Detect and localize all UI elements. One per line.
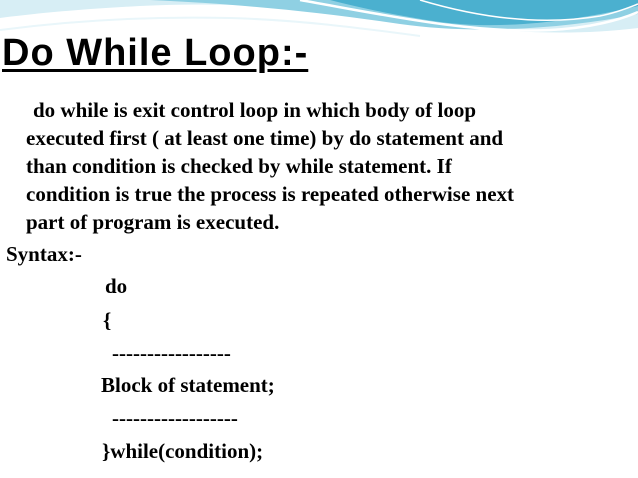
description-paragraph [26, 96, 636, 236]
slide-title: Do While Loop:- [2, 32, 309, 74]
syntax-label: Syntax:- [6, 242, 82, 266]
description-line: condition is true the process is repeated otherwise next [26, 182, 515, 206]
code-dashes-top: ----------------- [112, 341, 231, 365]
description-line: executed first ( at least one time) by do statement and [26, 126, 504, 150]
code-while-condition: }while(condition); [102, 439, 264, 463]
code-open-brace: { [103, 308, 112, 332]
code-block-statement: Block of statement; [101, 373, 275, 397]
description-line: than condition is checked by while statement. If [26, 154, 452, 178]
code-dashes-bottom: ------------------ [112, 406, 238, 430]
description-line: part of program is executed. [26, 210, 280, 234]
code-do-keyword: do [105, 274, 128, 298]
description-line: do while is exit control loop in which body of loop [33, 98, 477, 122]
